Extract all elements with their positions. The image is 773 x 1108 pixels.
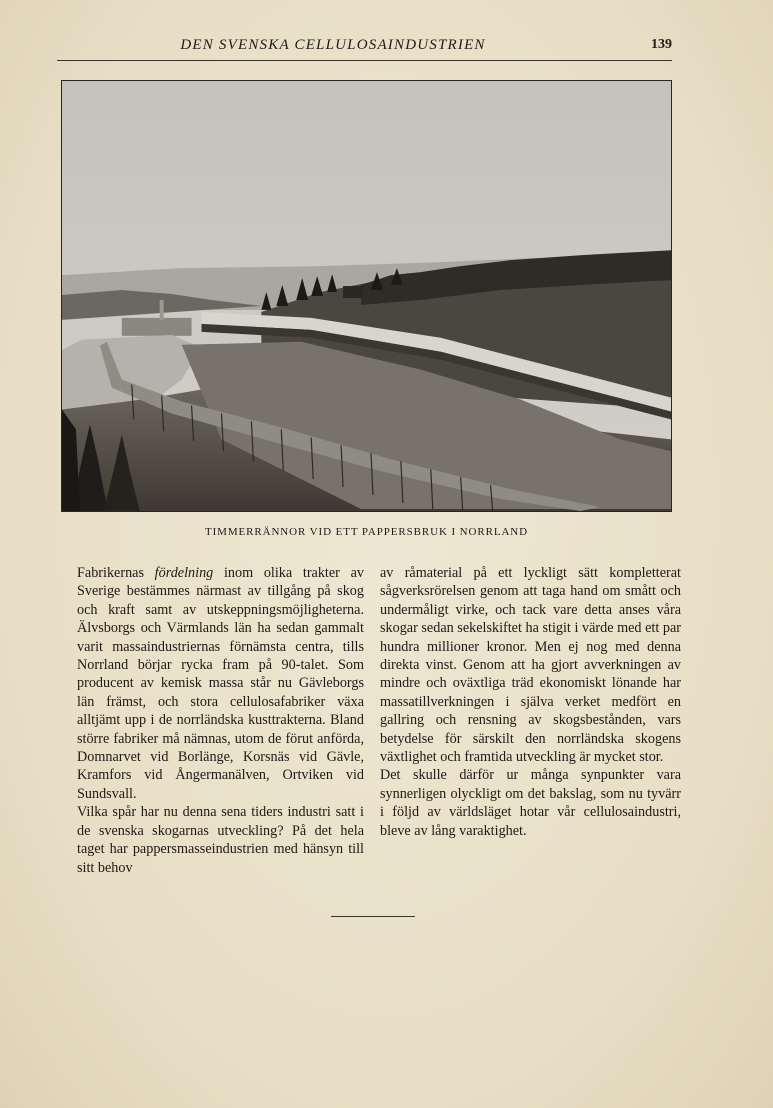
photo-illustration (62, 81, 671, 511)
paragraph: Vilka spår har nu denna sena tiders industri satt i de svenska skogarnas utveckling? På det hela taget har pappersmasseindustrien med hänsyn till sitt behov (77, 804, 364, 876)
figure-caption: TIMMERRÄNNOR VID ETT PAPPERSBRUK I NORRLAND (204, 526, 528, 538)
paragraph: Det skulle därför ur många synpunkter vara synnerligen olyckligt om det bakslag, som nu tyvärr i följd av världsläget hotar vår cellulosaindustri, bleve av lång varaktighet. (380, 767, 681, 839)
emphasis-text: fördelning (154, 565, 214, 581)
paragraph-text: inom olika trakter av Sverige bestämmes närmast av tillgång på skog och kraft samt av utskeppningsmöjligheterna. Älvsborgs och Värmlands län ha sedan gammalt varit massaindustriernas förnämsta centra, tills Norrland börjar rycka fram på 90-talet. Som producent av kemisk massa står nu Gävleborgs län främst, och stora cellulosafabriker växa alltjämt upp i de norrländska kusttrakterna. Bland större fabriker må nämnas, utom de förut anförda, Domnarvet vid Borlänge, Korsnäs vid Gävle, Kramfors vid Ångermanälven, Ortviken vid Sundsvall. (77, 565, 364, 802)
page-number: 139 (651, 37, 672, 52)
running-header (57, 36, 672, 61)
end-rule (331, 916, 415, 917)
photograph-timber-flumes (61, 80, 672, 512)
paragraph (77, 564, 364, 803)
paragraph: av råmaterial på ett lyckligt sätt kompletterat sågverksrörelsen genom att taga hand om smått och undermåligt virke, och tack vare detta anses våra skogar sedan sekelskiftet ha stigit i värde med ett par hundra millioner kronor. Men ej nog med denna direkta vinst. Genom att ha gjort avverkningen av mindre och oväxtliga träd ekonomiskt lönande har massatillverkningen i själva verket medfört en gallring och rensning av skogsbestånden, vars betydelse för särskilt den norrländska skogens växtlighet och framtida utveckling är mycket stor. (380, 565, 681, 766)
text-column-right (380, 564, 681, 840)
paragraph-text: Fabrikernas (77, 565, 155, 581)
text-column-left (77, 564, 364, 877)
running-title: DEN SVENSKA CELLULOSAINDUSTRIEN (180, 37, 486, 53)
